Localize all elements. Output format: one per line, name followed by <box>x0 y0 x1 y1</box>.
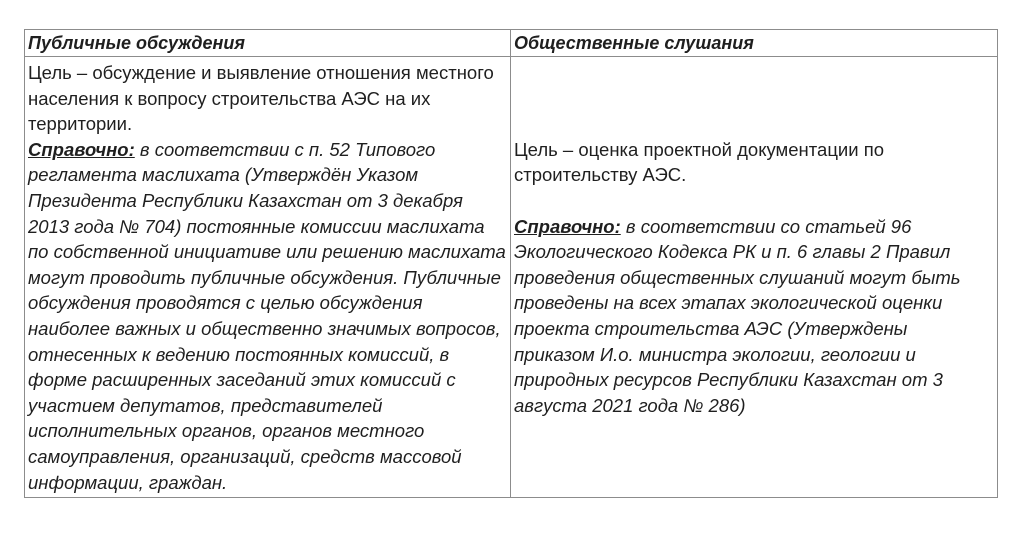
right-note-text: в соответствии со статьей 96 Экологического Кодекса РК и п. 6 главы 2 Правил проведения общественных слушаний могут быть проведены на всех этапах экологической оценки проекта строительства АЭС (Утверждены <box>514 215 961 339</box>
cell-public-hearings <box>511 57 998 498</box>
left-note-text: в соответствии с п. 52 Типового регламента маслихата (Утверждён Указом Президента Республики Казахстан от 3 декабря 2013 года № 704) постоянные комиссии маслихата по собственной инициативе или решению маслихата могут проводить публичные обсуждения. Публичные обсуждения проводятся с целью обсуждения наиболее важных и общественно значимых вопросов, отнесенных к ведению постоянных комиссий, в форме расширенных заседаний этих комиссий с участием депутатов, представителей исполнительных органов, органов местного самоуправления, организаций, средств массовой информации, граждан. <box>28 138 506 493</box>
right-note-label: Справочно: <box>514 215 621 237</box>
left-goal-text: Цель – обсуждение и выявление отношения местного населения к вопросу строительства АЭС на их территории. <box>28 62 494 135</box>
comparison-table <box>24 29 998 498</box>
right-goal-text: Цель – оценка проектной документации по строительству АЭС. <box>514 138 885 186</box>
header-public-discussions: Публичные обсуждения <box>25 30 511 57</box>
table-header-row <box>25 30 998 57</box>
table-row <box>25 57 998 498</box>
left-note-label: Справочно: <box>28 138 135 160</box>
right-note-continuation: приказом И.о. министра экологии, геологии и природных ресурсов Республики Казахстан от 3 августа 2021 года № 286) <box>514 343 943 416</box>
cell-public-discussions <box>25 57 511 498</box>
left-note <box>28 137 508 495</box>
header-public-hearings: Общественные слушания <box>511 30 998 57</box>
right-note <box>514 214 995 342</box>
paragraph-gap <box>514 188 995 214</box>
